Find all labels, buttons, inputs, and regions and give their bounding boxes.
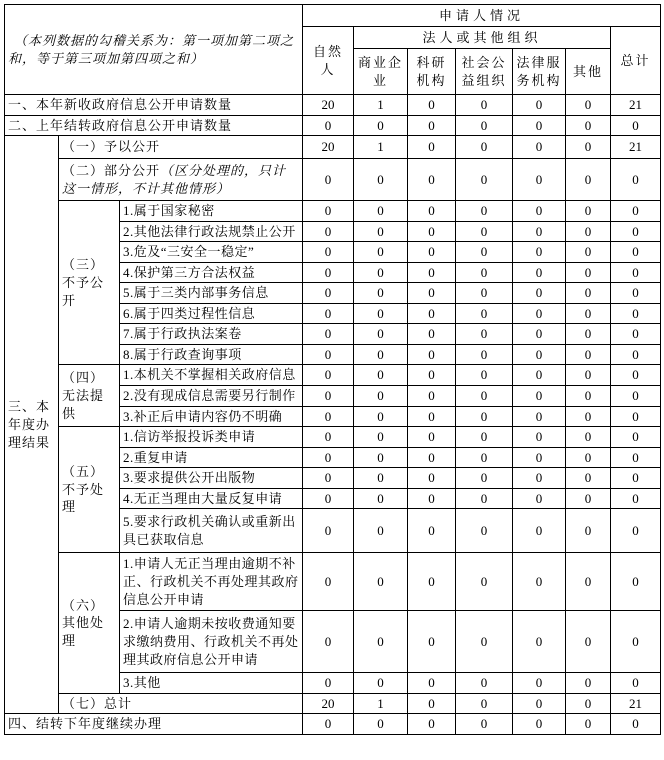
- org-col-header-research: 科研机构: [408, 49, 456, 95]
- row-label: 一、本年新收政府信息公开申请数量: [5, 95, 303, 116]
- org-col-header-legal-service: 法律服务机构: [513, 49, 566, 95]
- value-cell: 0: [303, 406, 354, 427]
- row-label: 2.其他法律行政法规禁止公开: [120, 221, 303, 242]
- value-cell: 0: [456, 509, 513, 553]
- value-cell: 0: [513, 95, 566, 116]
- row-label: （一）予以公开: [59, 136, 303, 159]
- value-cell: 0: [354, 159, 408, 201]
- value-cell: 0: [566, 136, 611, 159]
- category-nothandle-label: （五）不予处理: [59, 427, 120, 553]
- value-cell: 0: [303, 611, 354, 673]
- value-cell: 0: [303, 115, 354, 136]
- row-label: [59, 159, 303, 201]
- value-cell: 0: [456, 95, 513, 116]
- value-cell: 0: [513, 365, 566, 386]
- value-cell: 0: [408, 324, 456, 345]
- value-cell: 0: [408, 427, 456, 448]
- value-cell: 0: [456, 159, 513, 201]
- value-cell: 0: [354, 509, 408, 553]
- value-cell: 0: [303, 714, 354, 735]
- row-label-note: （区分处理的，只计这一情形，不计其他情形）: [62, 163, 287, 196]
- value-cell: 0: [408, 673, 456, 694]
- row-label: 4.无正当理由大量反复申请: [120, 488, 303, 509]
- value-cell: 0: [303, 344, 354, 365]
- value-cell: 0: [408, 136, 456, 159]
- row-granted: [5, 136, 661, 159]
- row-label: 5.要求行政机关确认或重新出具已获取信息: [120, 509, 303, 553]
- value-cell: 0: [611, 427, 661, 448]
- value-cell: 0: [408, 406, 456, 427]
- value-cell: 21: [611, 693, 661, 714]
- value-cell: 0: [408, 242, 456, 263]
- value-cell: 0: [611, 115, 661, 136]
- value-cell: 0: [456, 693, 513, 714]
- value-cell: 0: [354, 324, 408, 345]
- value-cell: 0: [611, 447, 661, 468]
- value-cell: 21: [611, 95, 661, 116]
- value-cell: 0: [513, 115, 566, 136]
- value-cell: 0: [408, 344, 456, 365]
- value-cell: 0: [513, 221, 566, 242]
- value-cell: 0: [513, 386, 566, 407]
- row-results-total: [5, 693, 661, 714]
- value-cell: 0: [611, 714, 661, 735]
- org-col-header-public-welfare: 社会公益组织: [456, 49, 513, 95]
- value-cell: 0: [354, 406, 408, 427]
- value-cell: 0: [611, 673, 661, 694]
- row-label: 6.属于四类过程性信息: [120, 303, 303, 324]
- value-cell: 20: [303, 693, 354, 714]
- value-cell: 0: [408, 283, 456, 304]
- value-cell: 0: [566, 611, 611, 673]
- value-cell: 0: [456, 468, 513, 489]
- total-header: 总计: [611, 27, 661, 95]
- value-cell: 0: [513, 242, 566, 263]
- value-cell: 0: [566, 447, 611, 468]
- value-cell: 0: [611, 509, 661, 553]
- value-cell: 0: [513, 324, 566, 345]
- value-cell: 0: [408, 553, 456, 611]
- row-label: 四、结转下年度继续办理: [5, 714, 303, 735]
- row-label: 2.没有现成信息需要另行制作: [120, 386, 303, 407]
- row-label: 3.其他: [120, 673, 303, 694]
- row-label: 3.要求提供公开出版物: [120, 468, 303, 489]
- row-label: 3.补正后申请内容仍不明确: [120, 406, 303, 427]
- value-cell: 0: [566, 509, 611, 553]
- value-cell: 0: [354, 303, 408, 324]
- value-cell: 0: [408, 201, 456, 222]
- value-cell: 0: [303, 553, 354, 611]
- value-cell: 0: [513, 303, 566, 324]
- note-cell: （本列数据的勾稽关系为：第一项加第二项之和，等于第三项加第四项之和）: [5, 5, 303, 95]
- category-unable-label: （四）无法提供: [59, 365, 120, 427]
- value-cell: 0: [408, 468, 456, 489]
- value-cell: 0: [566, 488, 611, 509]
- row-otherhandle-item: [5, 553, 661, 611]
- value-cell: 0: [456, 303, 513, 324]
- value-cell: 0: [611, 303, 661, 324]
- value-cell: 0: [408, 488, 456, 509]
- value-cell: 0: [611, 553, 661, 611]
- value-cell: 0: [513, 136, 566, 159]
- value-cell: 0: [456, 553, 513, 611]
- value-cell: 0: [513, 509, 566, 553]
- header-row-1: [5, 5, 661, 27]
- value-cell: 0: [456, 386, 513, 407]
- value-cell: 0: [513, 406, 566, 427]
- value-cell: 0: [303, 509, 354, 553]
- value-cell: 0: [456, 136, 513, 159]
- row-label: 1.属于国家秘密: [120, 201, 303, 222]
- value-cell: 0: [456, 611, 513, 673]
- row-label-main: （二）部分公开: [62, 163, 161, 179]
- value-cell: 0: [408, 447, 456, 468]
- value-cell: 0: [456, 344, 513, 365]
- section-results-label: 三、本年度办理结果: [5, 136, 59, 714]
- natural-person-header: 自然人: [303, 27, 354, 95]
- value-cell: 0: [354, 427, 408, 448]
- row-label: 2.重复申请: [120, 447, 303, 468]
- value-cell: 0: [611, 324, 661, 345]
- value-cell: 0: [456, 447, 513, 468]
- value-cell: 0: [303, 468, 354, 489]
- row-carryover-applications: [5, 115, 661, 136]
- row-label: 3.危及“三安全一稳定”: [120, 242, 303, 263]
- value-cell: 0: [566, 427, 611, 448]
- value-cell: 0: [354, 221, 408, 242]
- value-cell: 0: [513, 553, 566, 611]
- value-cell: 0: [611, 611, 661, 673]
- row-label: 1.本机关不掌握相关政府信息: [120, 365, 303, 386]
- value-cell: 0: [566, 365, 611, 386]
- value-cell: 0: [303, 324, 354, 345]
- row-label: 7.属于行政执法案卷: [120, 324, 303, 345]
- value-cell: 0: [513, 611, 566, 673]
- value-cell: 0: [566, 303, 611, 324]
- value-cell: 0: [611, 406, 661, 427]
- value-cell: 0: [303, 242, 354, 263]
- value-cell: 0: [566, 262, 611, 283]
- value-cell: 0: [303, 488, 354, 509]
- value-cell: 0: [611, 201, 661, 222]
- value-cell: 0: [354, 344, 408, 365]
- value-cell: 0: [456, 115, 513, 136]
- row-label: 8.属于行政查询事项: [120, 344, 303, 365]
- value-cell: 0: [566, 468, 611, 489]
- value-cell: 0: [303, 201, 354, 222]
- value-cell: 20: [303, 95, 354, 116]
- value-cell: 0: [456, 221, 513, 242]
- value-cell: 0: [513, 447, 566, 468]
- value-cell: 0: [303, 673, 354, 694]
- value-cell: 0: [611, 221, 661, 242]
- value-cell: 0: [456, 673, 513, 694]
- value-cell: 0: [513, 159, 566, 201]
- value-cell: 0: [566, 693, 611, 714]
- value-cell: 0: [566, 159, 611, 201]
- row-label: 二、上年结转政府信息公开申请数量: [5, 115, 303, 136]
- value-cell: 0: [566, 386, 611, 407]
- value-cell: 0: [513, 714, 566, 735]
- value-cell: 0: [303, 303, 354, 324]
- value-cell: 0: [566, 115, 611, 136]
- row-unable-item: [5, 365, 661, 386]
- value-cell: 0: [303, 365, 354, 386]
- value-cell: 0: [303, 427, 354, 448]
- row-partially-granted: [5, 159, 661, 201]
- value-cell: 0: [354, 488, 408, 509]
- value-cell: 0: [354, 468, 408, 489]
- value-cell: 0: [566, 95, 611, 116]
- value-cell: 0: [354, 115, 408, 136]
- value-cell: 0: [303, 447, 354, 468]
- value-cell: 0: [408, 115, 456, 136]
- value-cell: 20: [303, 136, 354, 159]
- value-cell: 0: [303, 386, 354, 407]
- value-cell: 0: [303, 221, 354, 242]
- value-cell: 0: [456, 488, 513, 509]
- value-cell: 1: [354, 693, 408, 714]
- value-cell: 0: [456, 406, 513, 427]
- value-cell: 0: [456, 324, 513, 345]
- value-cell: 0: [354, 242, 408, 263]
- row-label: 5.属于三类内部事务信息: [120, 283, 303, 304]
- value-cell: 21: [611, 136, 661, 159]
- value-cell: 0: [408, 159, 456, 201]
- value-cell: 0: [354, 386, 408, 407]
- value-cell: 0: [408, 714, 456, 735]
- value-cell: 0: [513, 673, 566, 694]
- row-carry-next-year: [5, 714, 661, 735]
- value-cell: 0: [354, 714, 408, 735]
- row-label: 1.信访举报投诉类申请: [120, 427, 303, 448]
- value-cell: 0: [611, 262, 661, 283]
- category-otherhandle-label: （六）其他处理: [59, 553, 120, 694]
- row-nothandle-item: [5, 427, 661, 448]
- applicant-status-header: 申请人情况: [303, 5, 661, 27]
- value-cell: 0: [611, 386, 661, 407]
- org-col-header-business: 商业企业: [354, 49, 408, 95]
- row-new-applications: [5, 95, 661, 116]
- org-group-header: 法人或其他组织: [354, 27, 611, 49]
- value-cell: 1: [354, 136, 408, 159]
- value-cell: 0: [354, 365, 408, 386]
- value-cell: 1: [354, 95, 408, 116]
- value-cell: 0: [611, 488, 661, 509]
- value-cell: 0: [513, 283, 566, 304]
- row-label: 2.申请人逾期未按收费通知要求缴纳费用、行政机关不再处理其政府信息公开申请: [120, 611, 303, 673]
- value-cell: 0: [408, 221, 456, 242]
- org-col-header-other: 其他: [566, 49, 611, 95]
- disclosure-stats-table: [4, 4, 661, 735]
- value-cell: 0: [611, 159, 661, 201]
- value-cell: 0: [456, 201, 513, 222]
- value-cell: 0: [566, 221, 611, 242]
- value-cell: 0: [566, 242, 611, 263]
- value-cell: 0: [566, 324, 611, 345]
- value-cell: 0: [456, 242, 513, 263]
- value-cell: 0: [354, 447, 408, 468]
- value-cell: 0: [408, 693, 456, 714]
- value-cell: 0: [566, 201, 611, 222]
- value-cell: 0: [303, 283, 354, 304]
- value-cell: 0: [611, 365, 661, 386]
- value-cell: 0: [566, 344, 611, 365]
- value-cell: 0: [303, 159, 354, 201]
- value-cell: 0: [456, 262, 513, 283]
- value-cell: 0: [456, 365, 513, 386]
- value-cell: 0: [566, 714, 611, 735]
- value-cell: 0: [566, 553, 611, 611]
- value-cell: 0: [611, 344, 661, 365]
- value-cell: 0: [513, 201, 566, 222]
- value-cell: 0: [408, 509, 456, 553]
- value-cell: 0: [513, 427, 566, 448]
- row-label: 4.保护第三方合法权益: [120, 262, 303, 283]
- value-cell: 0: [354, 553, 408, 611]
- value-cell: 0: [354, 262, 408, 283]
- row-label: （七）总计: [59, 693, 303, 714]
- value-cell: 0: [408, 303, 456, 324]
- value-cell: 0: [513, 693, 566, 714]
- value-cell: 0: [354, 201, 408, 222]
- value-cell: 0: [354, 283, 408, 304]
- value-cell: 0: [354, 673, 408, 694]
- value-cell: 0: [611, 242, 661, 263]
- value-cell: 0: [303, 262, 354, 283]
- value-cell: 0: [456, 283, 513, 304]
- value-cell: 0: [408, 262, 456, 283]
- value-cell: 0: [408, 365, 456, 386]
- value-cell: 0: [566, 406, 611, 427]
- value-cell: 0: [408, 95, 456, 116]
- row-refused-item: [5, 201, 661, 222]
- value-cell: 0: [456, 714, 513, 735]
- value-cell: 0: [456, 427, 513, 448]
- category-refused-label: （三）不予公开: [59, 201, 120, 365]
- value-cell: 0: [566, 673, 611, 694]
- value-cell: 0: [513, 488, 566, 509]
- value-cell: 0: [566, 283, 611, 304]
- value-cell: 0: [611, 468, 661, 489]
- row-label: 1.申请人无正当理由逾期不补正、行政机关不再处理其政府信息公开申请: [120, 553, 303, 611]
- value-cell: 0: [408, 611, 456, 673]
- value-cell: 0: [513, 344, 566, 365]
- value-cell: 0: [513, 262, 566, 283]
- value-cell: 0: [513, 468, 566, 489]
- value-cell: 0: [408, 386, 456, 407]
- value-cell: 0: [611, 283, 661, 304]
- value-cell: 0: [354, 611, 408, 673]
